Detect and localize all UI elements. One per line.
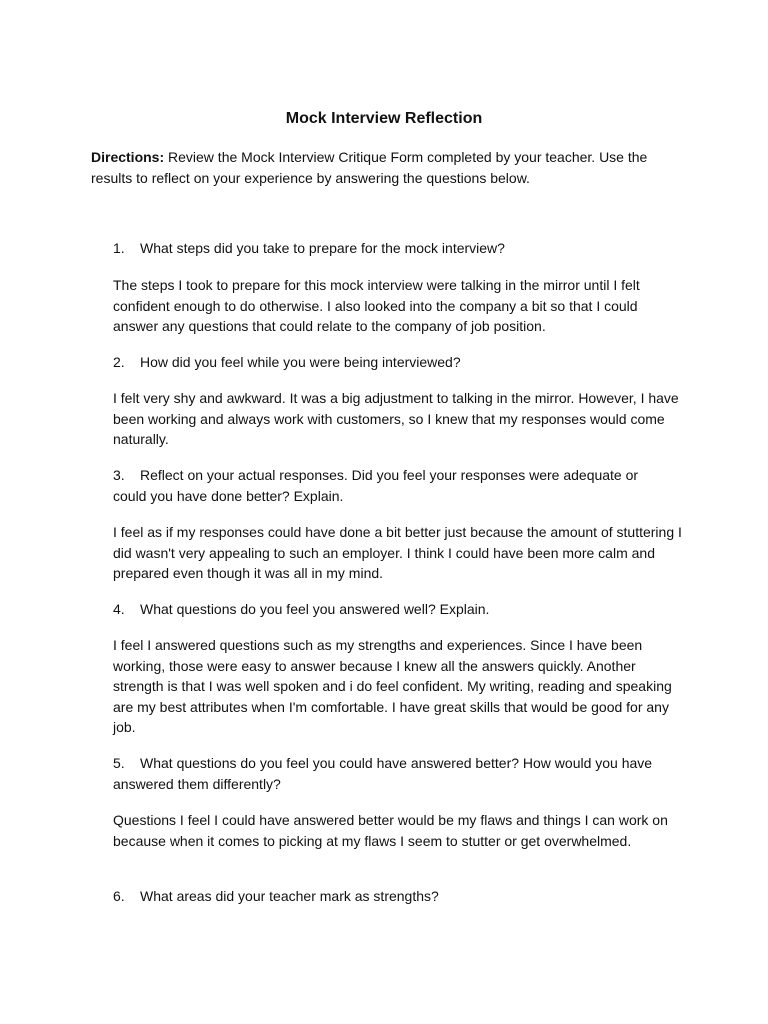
answer-2: I felt very shy and awkward. It was a big adjustment to talking in the mirror. However, I have been working and always work with customers, so I knew that my responses would come naturally.: [113, 390, 679, 447]
question-4: [113, 599, 673, 620]
question-text: What areas did your teacher mark as strengths?: [140, 888, 439, 904]
directions-paragraph: [91, 147, 691, 189]
question-text: Reflect on your actual responses. Did you feel your responses were adequate or could you have done better? Explain.: [113, 467, 639, 504]
answer-3: I feel as if my responses could have done a bit better just because the amount of stuttering I did wasn't very appealing to such an employer. I think I could have been more calm and prepared even though it was all in my mind.: [113, 524, 682, 581]
question-text: What questions do you feel you answered well? Explain.: [140, 601, 490, 617]
question-number: 1.: [113, 240, 125, 256]
directions-text: Review the Mock Interview Critique Form completed by your teacher. Use the results to reflect on your experience by answering the questions below.: [91, 149, 648, 186]
question-5: [113, 753, 661, 795]
question-text: What questions do you feel you could have answered better? How would you have answered them differently?: [113, 755, 653, 792]
document-title: Mock Interview Reflection: [285, 110, 483, 127]
question-number: 5.: [113, 755, 125, 771]
question-number: 3.: [113, 467, 125, 483]
answer-5: Questions I feel I could have answered better would be my flaws and things I can work on because when it comes to picking at my flaws I seem to stutter or get overwhelmed.: [113, 812, 668, 849]
question-number: 2.: [113, 354, 125, 370]
question-number: 6.: [113, 888, 125, 904]
question-text: How did you feel while you were being interviewed?: [140, 354, 461, 370]
question-3: [113, 465, 658, 507]
question-6: [113, 886, 673, 907]
question-number: 4.: [113, 601, 125, 617]
question-1: [113, 238, 673, 259]
question-text: What steps did you take to prepare for the mock interview?: [140, 240, 505, 256]
directions-label: Directions:: [91, 149, 165, 165]
question-2: [113, 352, 673, 373]
answer-4: I feel I answered questions such as my strengths and experiences. Since I have been working, those were easy to answer because I knew all the answers quickly. Another strength is that I was well spoken and i do feel confident. My writing, reading and speaking are my best attributes when I'm comfortable. I have great skills that would be good for any job.: [113, 637, 672, 735]
answer-1: The steps I took to prepare for this mock interview were talking in the mirror until I felt confident enough to do otherwise. I also looked into the company a bit so that I could answer any questions that could relate to the company of job position.: [113, 277, 640, 334]
